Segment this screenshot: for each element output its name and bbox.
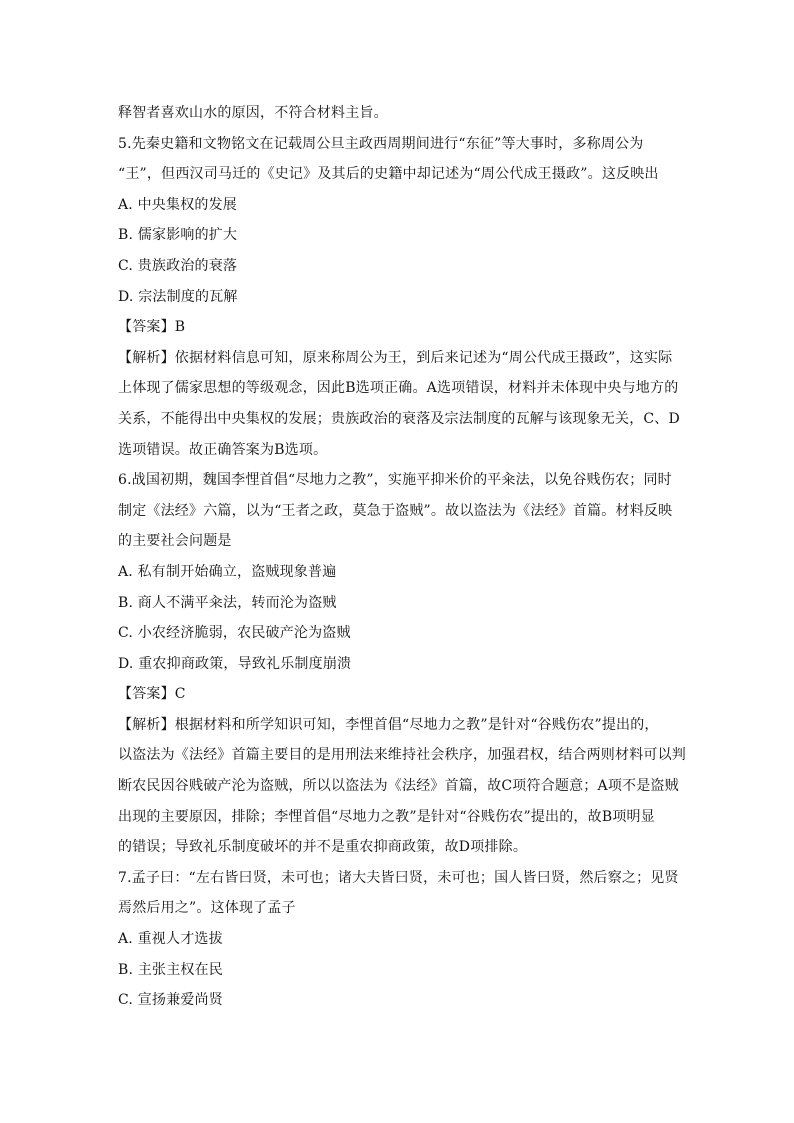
q6-stem-line-1: 6.战国初期，魏国李悝首倡“尽地力之教”，实施平抑米价的平籴法，以免谷贱伤农；同时 bbox=[118, 472, 672, 489]
q5-option-b: B. 儒家影响的扩大 bbox=[118, 227, 238, 244]
q7-stem-line-1: 7.孟子曰：“左右皆曰贤，未可也；诸大夫皆曰贤，未可也；国人皆曰贤，然后察之；见贤 bbox=[118, 869, 679, 886]
q6-analysis-line-4: 出现的主要原因，排除；李悝首倡“尽地力之教”是针对“谷贱伤农”提出的，故B项明显 bbox=[118, 808, 655, 825]
q7-stem-line-2: 焉然后用之”。这体现了孟子 bbox=[118, 900, 296, 917]
q6-analysis-line-5: 的错误；导致礼乐制度破坏的并不是重农抑商政策，故D项排除。 bbox=[118, 839, 528, 856]
q7-option-c: C. 宣扬兼爱尚贤 bbox=[118, 992, 223, 1009]
q6-analysis-line-2: 以盗法为《法经》首篇主要目的是用刑法来维持社会秩序，加强君权，结合两则材料可以判 bbox=[118, 747, 686, 764]
question-6 bbox=[118, 465, 686, 863]
q5-option-d: D. 宗法制度的瓦解 bbox=[118, 288, 238, 305]
q5-analysis-line-4: 选项错误。故正确答案为B选项。 bbox=[118, 441, 328, 458]
q6-option-d: D. 重农抑商政策，导致礼乐制度崩溃 bbox=[118, 655, 352, 672]
q5-option-a: A. 中央集权的发展 bbox=[118, 196, 238, 213]
q6-stem-line-2: 制定《法经》六篇，以为“王者之政，莫急于盗贼”。故以盗法为《法经》首篇。材料反映 bbox=[118, 502, 673, 519]
q6-option-a: A. 私有制开始确立，盗贼现象普遍 bbox=[118, 563, 337, 580]
q6-analysis-line-3: 断农民因谷贱破产沦为盗贼，所以以盗法为《法经》首篇，故C项符合题意；A项不是盗贼 bbox=[118, 778, 679, 795]
q5-option-c: C. 贵族政治的衰落 bbox=[118, 257, 238, 274]
question-5 bbox=[118, 129, 678, 466]
q6-analysis-line-1: 【解析】根据材料和所学知识可知，李悝首倡“尽地力之教”是针对“谷贱伤农”提出的， bbox=[118, 716, 659, 733]
q6-answer: 【答案】C bbox=[118, 686, 186, 703]
q5-stem-line-2: “王”，但西汉司马迁的《史记》及其后的史籍中却记述为“周公代成王摄政”。这反映出 bbox=[118, 166, 659, 183]
q6-option-c: C. 小农经济脆弱，农民破产沦为盗贼 bbox=[118, 625, 351, 642]
q7-option-b: B. 主张主权在民 bbox=[118, 961, 223, 978]
question-7 bbox=[118, 863, 678, 1016]
intro-tail-line: 释智者喜欢山水的原因，不符合材料主旨。 bbox=[118, 105, 388, 121]
document-page bbox=[118, 98, 686, 1016]
q5-analysis-line-3: 关系，不能得出中央集权的发展；贵族政治的衰落及宗法制度的瓦解与该现象无关，C、D bbox=[118, 410, 680, 427]
q6-stem-line-3: 的主要社会问题是 bbox=[118, 533, 232, 550]
q5-analysis-line-1: 【解析】依据材料信息可知，原来称周公为王，到后来记述为“周公代成王摄政”，这实际 bbox=[118, 349, 673, 366]
q5-stem-line-1: 5.先秦史籍和文物铭文在记载周公旦主政西周期间进行“东征”等大事时，多称周公为 bbox=[118, 135, 644, 152]
q5-answer: 【答案】B bbox=[118, 319, 186, 336]
q5-analysis-line-2: 上体现了儒家思想的等级观念，因此B选项正确。A选项错误，材料并未体现中央与地方的 bbox=[118, 380, 679, 397]
q7-option-a: A. 重视人才选拔 bbox=[118, 931, 223, 948]
q6-option-b: B. 商人不满平籴法，转而沦为盗贼 bbox=[118, 594, 337, 611]
